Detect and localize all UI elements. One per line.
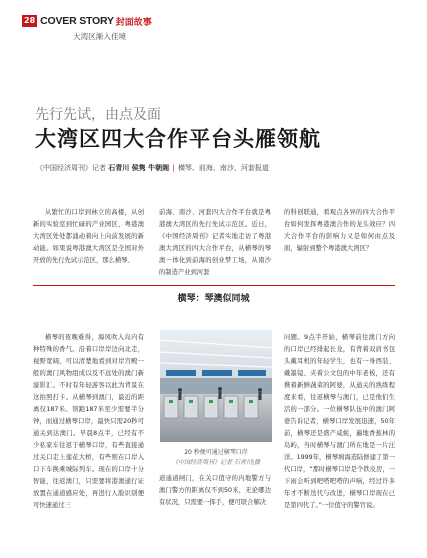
photo-illustration xyxy=(160,330,272,442)
brand-label: COVER STORY xyxy=(40,15,114,27)
intro-column-3: 的科创联通，看观点各异的四大合作平台如何发挥粤港澳合作的龙头效应？四大合作平台的影响力又是如何由点及面，辐射到整个粤港澳大湾区？ xyxy=(284,209,395,252)
customs-hall-photo xyxy=(160,330,272,442)
intro-column-1: 从繁忙的口岸到林立的高楼，从创新的实验室到忙碌的产业园区，粤港澳大湾区处处都涌动着向上向前发展的新动能。如果说粤港澳大湾区是全国对外开放的先行先试示范区，那么横琴、 xyxy=(33,209,144,264)
byline xyxy=(36,163,269,173)
page-number: 28 xyxy=(24,16,36,25)
photo-caption xyxy=(160,448,272,468)
byline-source: 《中国经济周刊》记者 xyxy=(36,164,106,172)
byline-places: 横琴、前海、南沙、河套报道 xyxy=(177,164,269,172)
running-header xyxy=(22,14,152,28)
column-label: 封面故事 xyxy=(115,17,152,28)
caption-text: 20 秒便可通过横琴口岸 xyxy=(184,449,248,456)
body-column-2: 道通道闸门，在关口值守的内地警方与澳门警方的距离仅不到50米，无论哪边有状况，只需要一挥手，便可联合解决 xyxy=(159,475,271,506)
article-kicker: 先行先试，由点及面 xyxy=(35,107,161,123)
byline-authors: 石青川 侯隽 牛朝阁 xyxy=(108,164,170,172)
section-title: 横琴：琴澳似同城 xyxy=(177,294,250,304)
section-divider xyxy=(33,285,395,286)
caption-credit: 《中国经济周刊》记者 石青川|摄 xyxy=(172,459,260,466)
article-headline: 大湾区四大合作平台头雁领航 xyxy=(35,127,321,151)
body-column-3: 问题。9点半开始，横琴前往澳门方向的口岸已经排起长龙，有背着双肩书包头戴耳机的年轻学生，也有一身西装、戴墨镜、夹着公文包的中年老板，还有携着新鲜蔬菜的阿婆，从通关的熟练程度来看，往返横琴与澳门，已是他们生活的一部分。一位横琴队伍中的澳门阿婆告诉记者，横琴口岸发展迅速，50年前，横琴还是盛产咸蚝，遍地香蕉林的岛屿，当时横琴与澳门所在地是一片汪洋。1999年，横琴填海造陆修建了第一代口岸，“那时横琴口岸是个铁皮房，一下雨会听到吧嗒吧嗒的声响，经过许多年才不断迭代与改进，横琴口岸现在已是第四代了。”一位值守的警官说。 xyxy=(284,334,395,509)
body-column-1: 横琴的夜晚难得，海风吹入岛内有种特殊的香气。沿着口岸岸边向北走，视野宽阔，可以清楚地看到对岸宫殿一般的澳门风物组成以及不远处的澳门新濠影汇。不时有年轻游客以此为背景在这拍照打卡。从横琴到澳门，最近的距离仅187米。领跑187米至少需要半分钟，而通过横琴口岸，最快只需20秒可通关到达澳门。早晨8点半，已经有不少私家车往返于横琴口岸，有些直接通过关口走上莲花大桥，有些则在口岸入口下车换乘城际列车。现在的口岸十分智能，往返澳门，只需要将港澳通行证放置在通道感应处，再进行人脸识别便可快速通过三 xyxy=(33,334,144,509)
subcolumn-label: 大湾区渐入佳境 xyxy=(73,32,127,41)
byline-separator: | xyxy=(172,164,175,172)
intro-column-2: 前海、南沙、河套四大合作平台就是粤港澳大湾区的先行先试示范区。近日，《中国经济周刊》记者实地走访了粤港澳大湾区的四大合作平台，从横琴的琴澳一体化到前海的创业梦工场，从南沙的制造产业到河套 xyxy=(159,209,271,276)
